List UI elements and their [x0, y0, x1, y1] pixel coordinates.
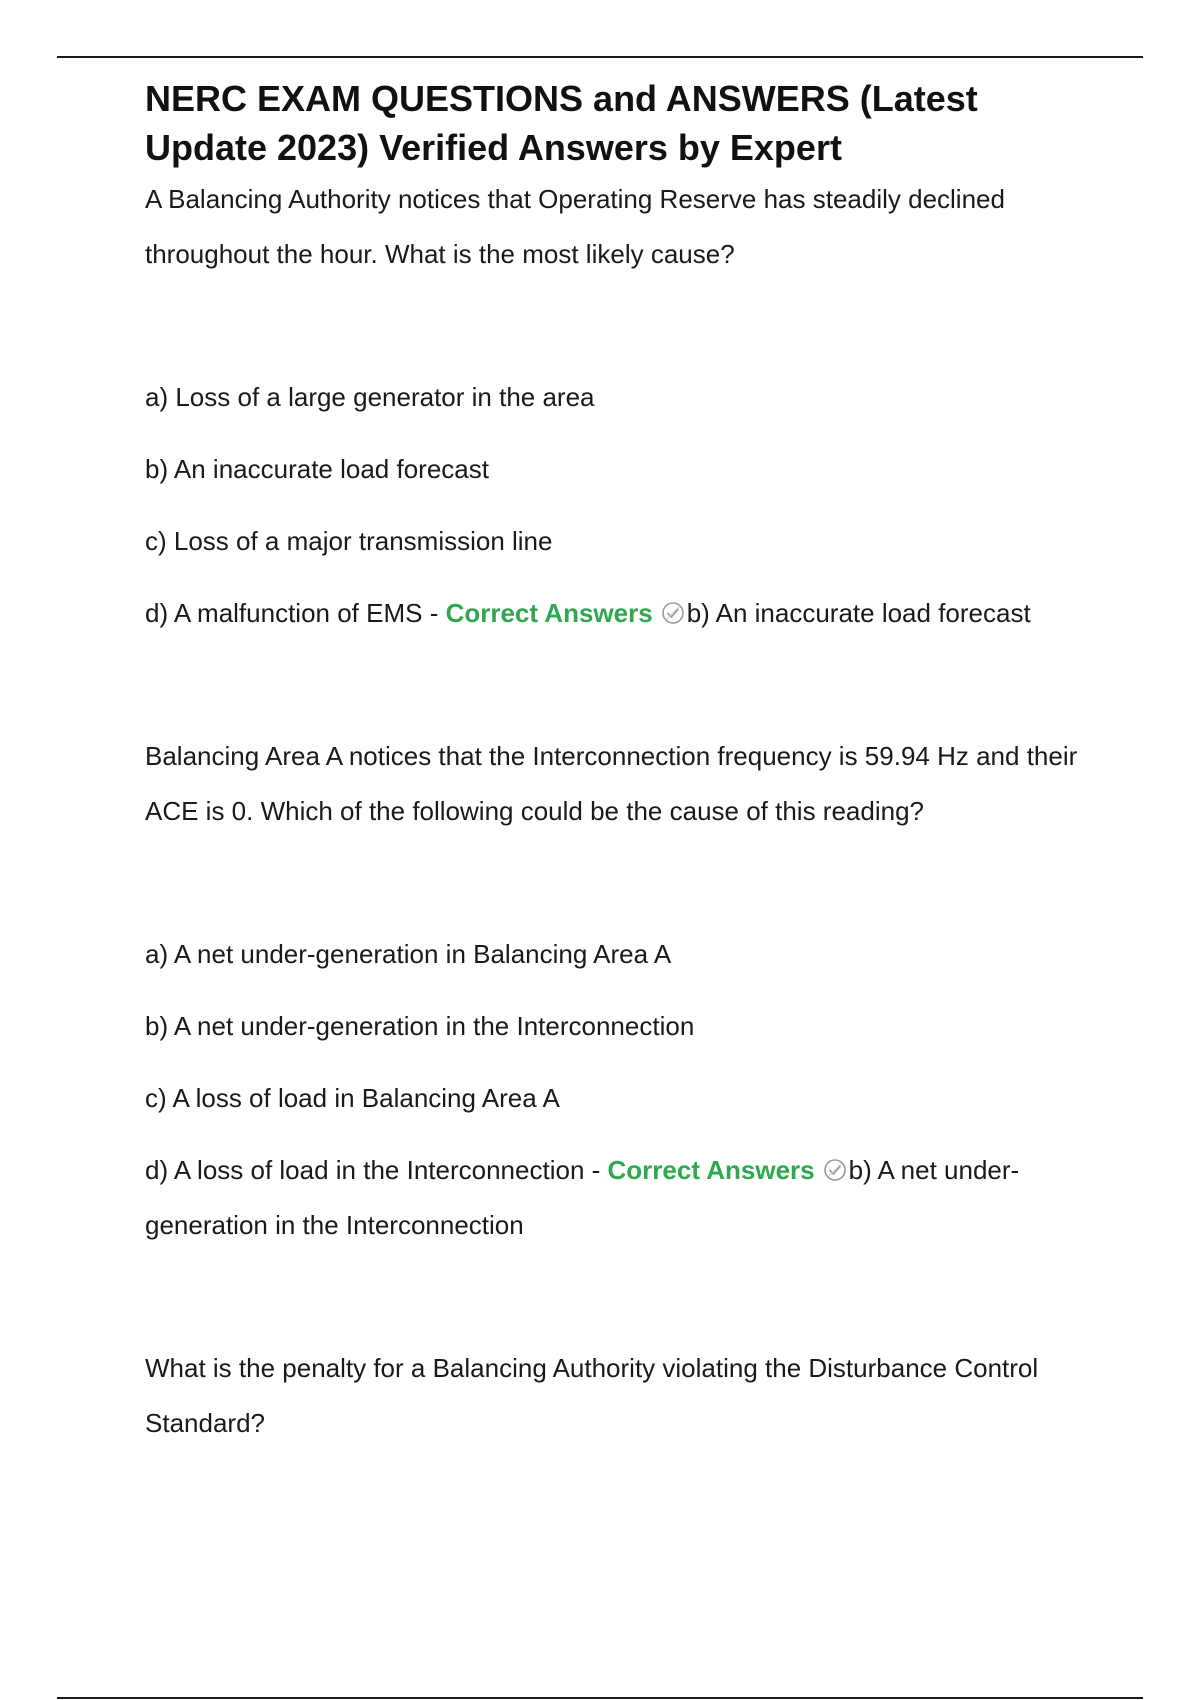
question-text: What is the penalty for a Balancing Authority violating the Disturbance Control Standard?	[145, 1353, 1039, 1438]
question-text: Balancing Area A notices that the Interconnection frequency is 59.94 Hz and their ACE is 0. Which of the following could be the cause of this reading?	[145, 741, 1078, 826]
option-d: d) A malfunction of EMS -	[145, 598, 446, 628]
question-block-2	[145, 729, 1085, 1253]
check-circle-icon	[823, 1146, 847, 1170]
correct-answers-label: Correct Answers	[607, 1155, 815, 1185]
option-d: d) A loss of load in the Interconnection -	[145, 1155, 608, 1185]
correct-answer-text: b) A net under-generation in the Interconnection	[145, 1155, 1020, 1240]
top-rule	[57, 56, 1143, 58]
document-body	[145, 74, 1085, 1451]
bottom-rule	[57, 1697, 1143, 1699]
option-a: a) Loss of a large generator in the area	[145, 382, 595, 412]
option-b: b) A net under-generation in the Interconnection	[145, 1011, 695, 1041]
option-b: b) An inaccurate load forecast	[145, 454, 489, 484]
question-text: A Balancing Authority notices that Operating Reserve has steadily declined throughout the hour. What is the most likely cause?	[145, 184, 1005, 269]
question-block-1	[145, 172, 1085, 641]
correct-answers-label: Correct Answers	[445, 598, 653, 628]
document-title: NERC EXAM QUESTIONS and ANSWERS (Latest Update 2023) Verified Answers by Expert	[145, 78, 978, 168]
option-c: c) A loss of load in Balancing Area A	[145, 1083, 560, 1113]
option-d-with-answer	[145, 1143, 1085, 1253]
option-a: a) A net under-generation in Balancing Area A	[145, 939, 672, 969]
option-c: c) Loss of a major transmission line	[145, 526, 553, 556]
correct-answer-text: b) An inaccurate load forecast	[686, 598, 1031, 628]
check-circle-icon	[661, 589, 685, 613]
question-block-3	[145, 1341, 1085, 1451]
option-d-with-answer	[145, 586, 1085, 641]
